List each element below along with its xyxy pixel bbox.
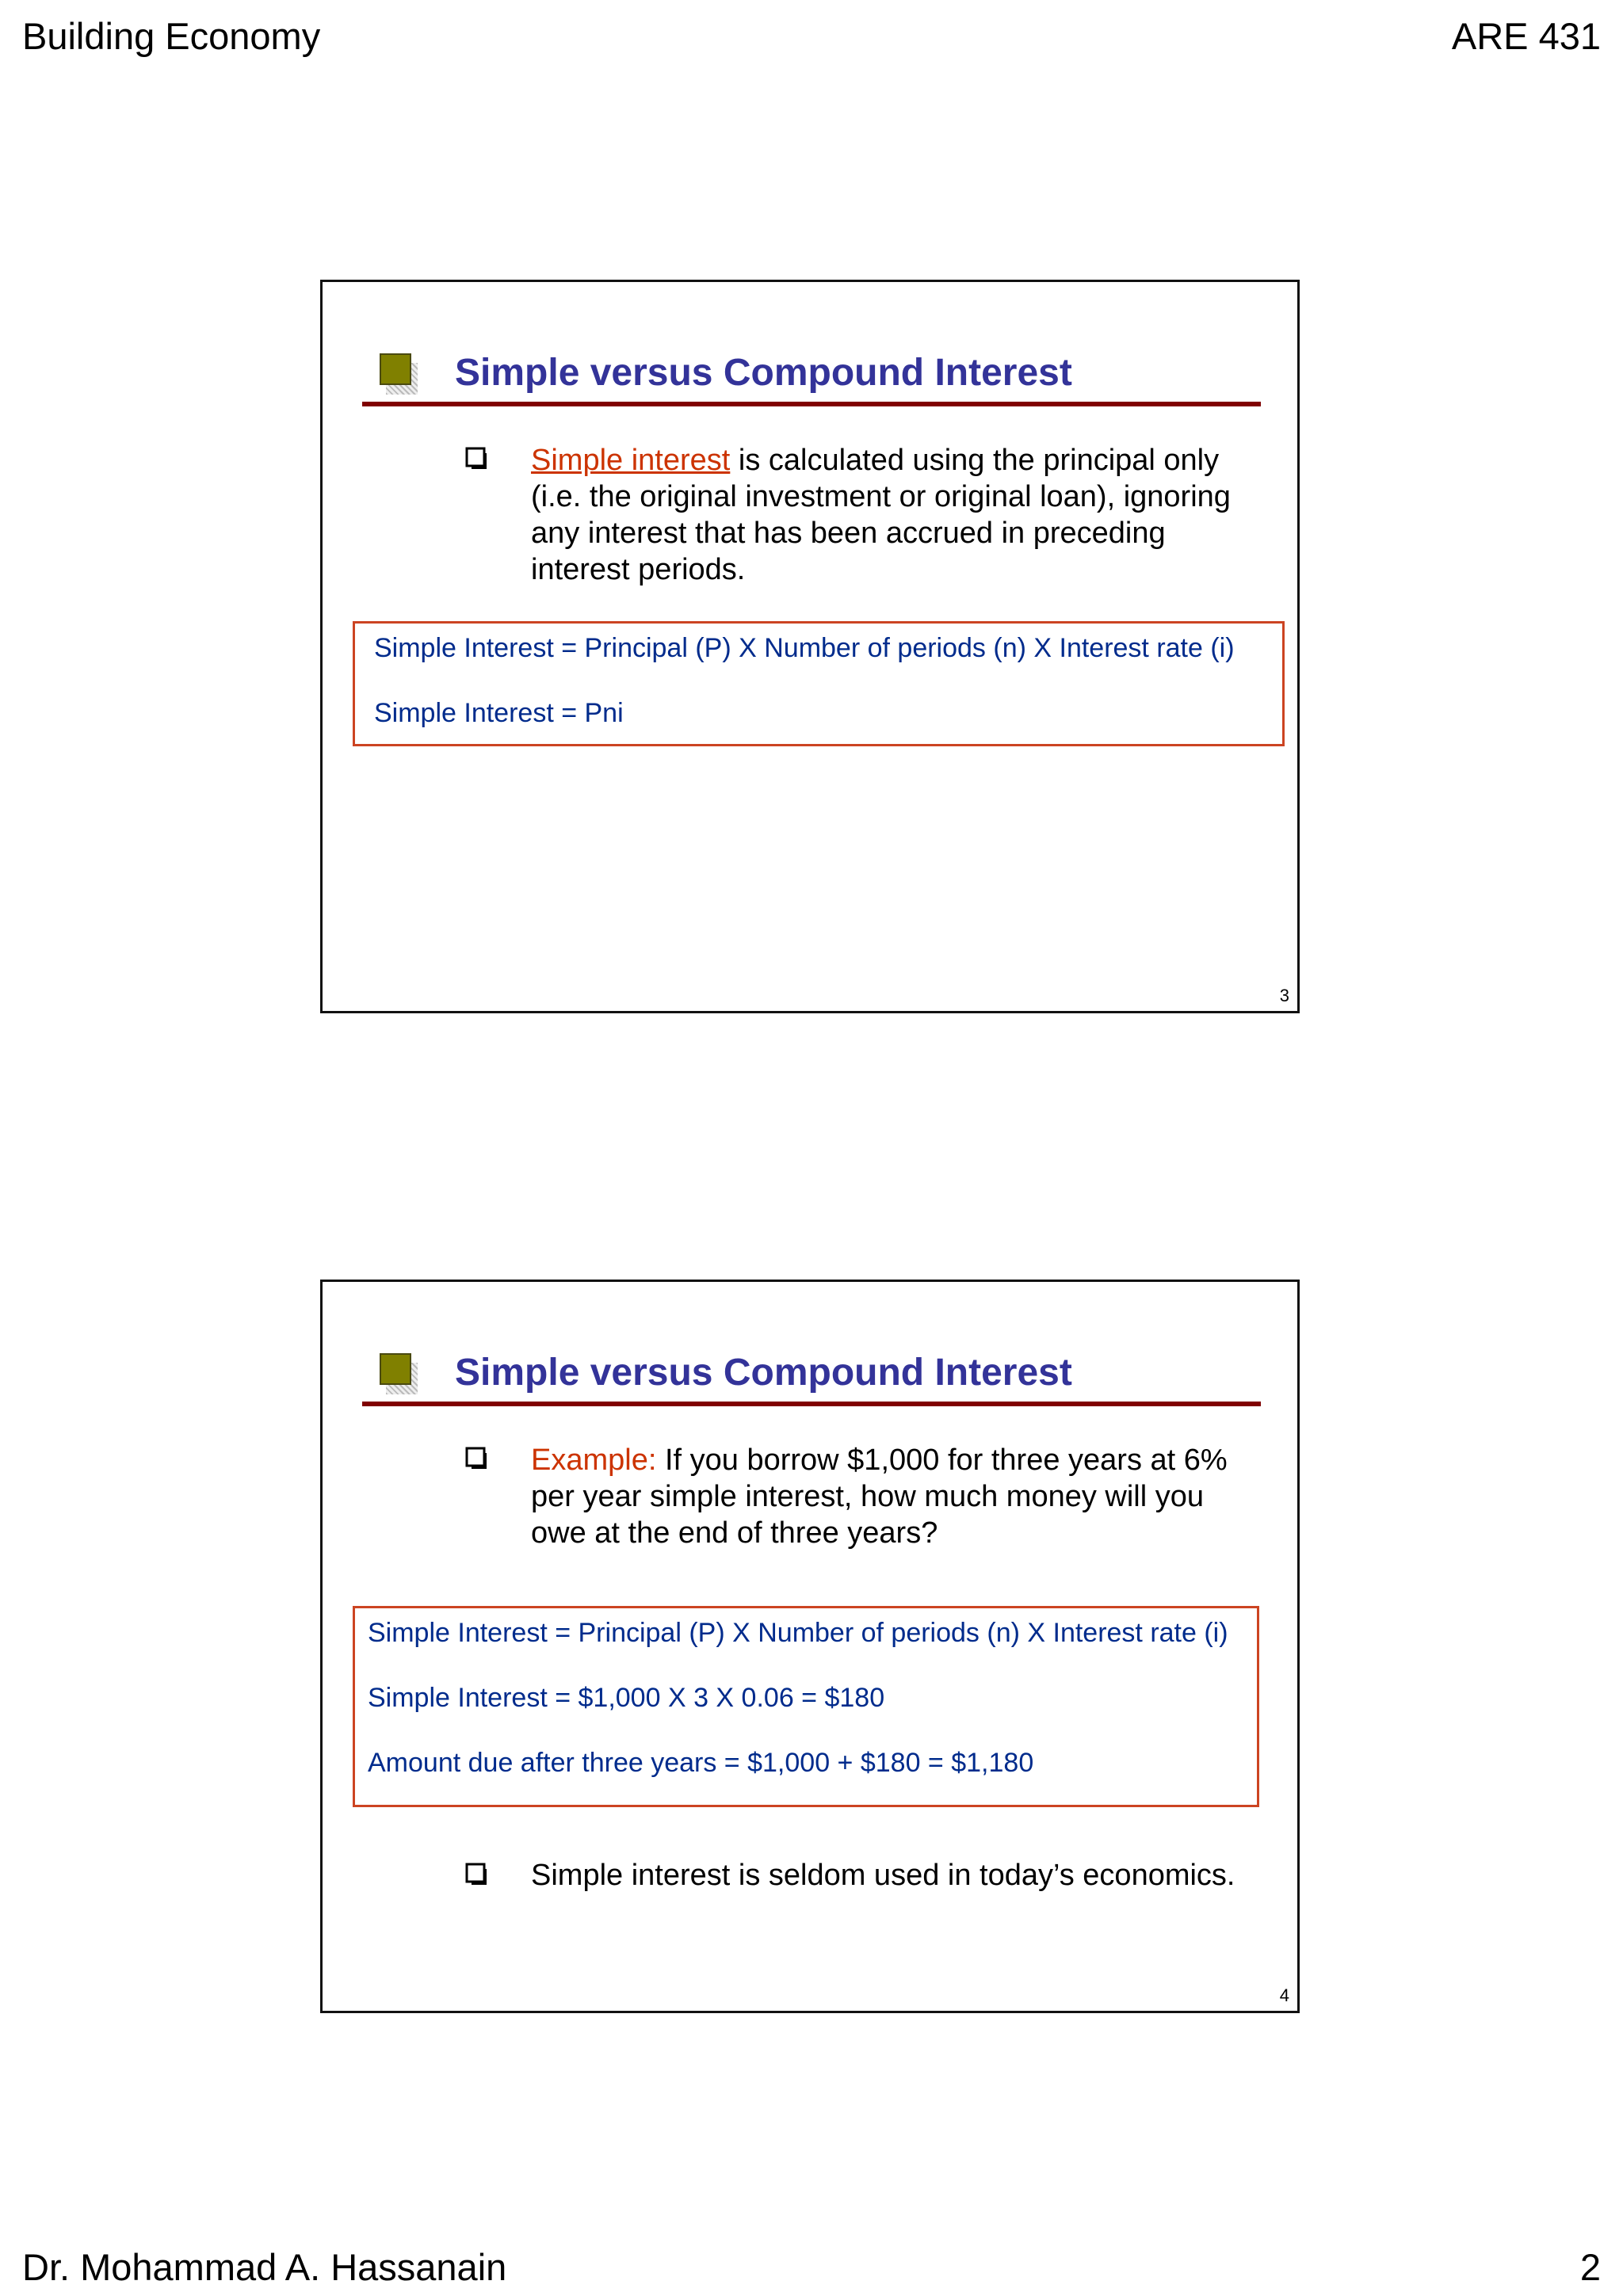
- hollow-square-bullet-icon: [465, 1863, 489, 1886]
- document-footer-author: Dr. Mohammad A. Hassanain: [22, 2246, 507, 2288]
- slide-3: [320, 280, 1300, 1013]
- olive-square-icon: [380, 1353, 411, 1385]
- bullet-line-2: per year simple interest, how much money will you: [531, 1480, 1205, 1513]
- olive-square-icon: [380, 353, 411, 385]
- bullet-line-3: any interest that has been accrued in preceding: [531, 517, 1166, 550]
- bullet-text: [531, 1442, 1260, 1551]
- title-divider: [362, 1402, 1261, 1406]
- slide-title: Simple versus Compound Interest: [455, 352, 1072, 394]
- bullet-line-3: owe at the end of three years?: [531, 1516, 938, 1550]
- bullet-line-1: If you borrow $1,000 for three years at 6%: [656, 1444, 1228, 1477]
- formula-line-1: Simple Interest = Principal (P) X Number of periods (n) X Interest rate (i): [374, 633, 1235, 663]
- title-divider: [362, 402, 1261, 406]
- formula-line-1: Simple Interest = Principal (P) X Number of periods (n) X Interest rate (i): [368, 1618, 1228, 1648]
- document-header-course-code: ARE 431: [1451, 15, 1601, 57]
- example-label: Example:: [531, 1444, 657, 1477]
- formula-line-2: Simple Interest = $1,000 X 3 X 0.06 = $180: [368, 1683, 885, 1713]
- slide-title: Simple versus Compound Interest: [455, 1352, 1072, 1394]
- formula-line-3: Amount due after three years = $1,000 + $180 = $1,180: [368, 1748, 1034, 1778]
- bullet-2-text: Simple interest is seldom used in today’s economics.: [531, 1859, 1235, 1892]
- bullet-line-2: (i.e. the original investment or original loan), ignoring: [531, 480, 1231, 513]
- formula-line-2: Simple Interest = Pni: [374, 698, 624, 728]
- bullet-text: [531, 442, 1260, 588]
- simple-interest-term: Simple interest: [531, 444, 731, 477]
- hollow-square-bullet-icon: [465, 1447, 489, 1470]
- slide-number: 3: [1279, 986, 1289, 1005]
- bullet-line-1: is calculated using the principal only: [730, 444, 1220, 477]
- hollow-square-bullet-icon: [465, 447, 489, 471]
- formula-box: [353, 621, 1285, 746]
- document-footer-page-number: 2: [1579, 2246, 1601, 2288]
- document-header-course-title: Building Economy: [22, 15, 321, 57]
- slide-number: 4: [1279, 1985, 1289, 2005]
- slide-4: [320, 1280, 1300, 2013]
- bullet-line-4: interest periods.: [531, 553, 746, 586]
- formula-box: [353, 1606, 1259, 1807]
